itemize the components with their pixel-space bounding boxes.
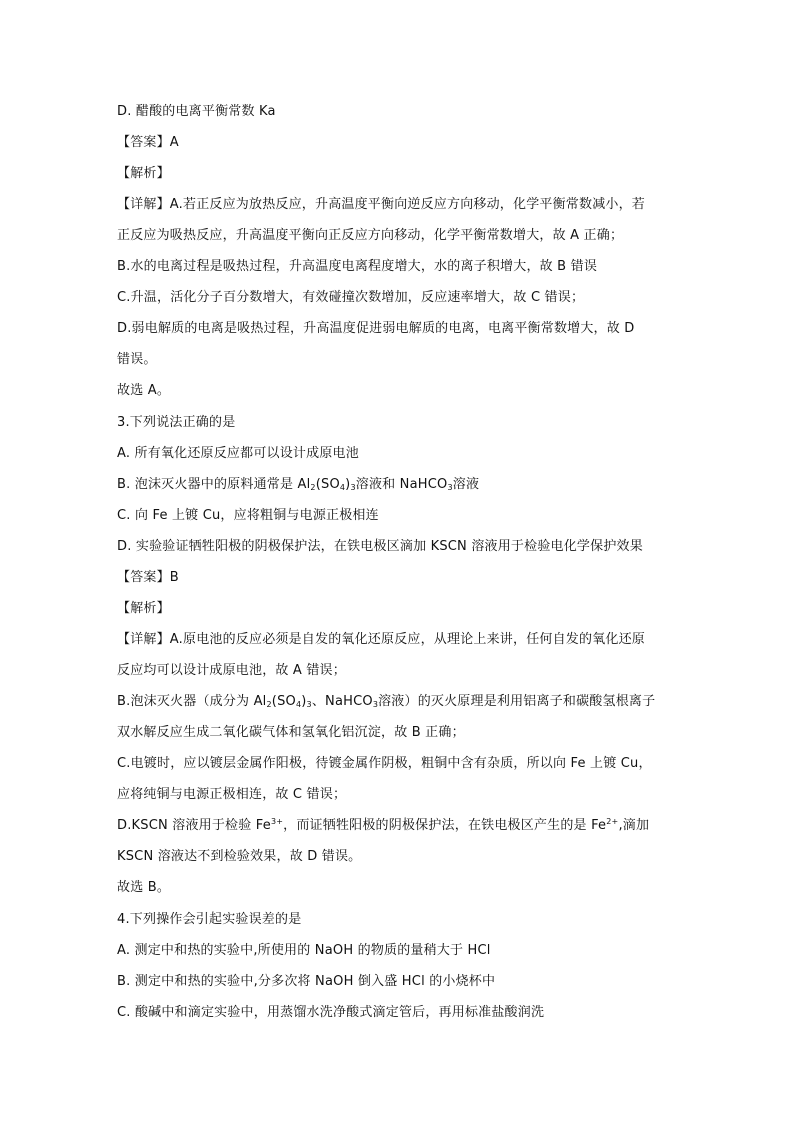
q2-detail-d-line1: D.弱电解质的电离是吸热过程，升高温度促进弱电解质的电离，电离平衡常数增大，故 D	[117, 321, 635, 336]
q3-stem: 3.下列说法正确的是	[117, 415, 236, 430]
q3-detail-c-line2: 应将纯铜与电源正极相连，故 C 错误；	[117, 787, 347, 802]
q3-detail-d-line1: D.KSCN 溶液用于检验 $Fe^{3+}$，而证牺牲阳极的阴极保护法，在铁电极区产生的是 $Fe^{2+}$,滴加	[117, 817, 650, 833]
q3-option-d: D. 实验验证牺牲阳极的阴极保护法，在铁电极区滴加 KSCN 溶液用于检验电化学保护效果	[117, 539, 643, 554]
q4-stem: 4.下列操作会引起实验误差的是	[117, 912, 302, 927]
q3-option-b: B. 泡沫灭火器中的原料通常是 $Al_2(SO_4)_3$溶液和 NaHCO$_3$溶液	[117, 477, 480, 492]
q4-option-b: B. 测定中和热的实验中,分多次将 NaOH 倒入盛 HCl 的小烧杯中	[117, 974, 496, 989]
q2-analysis-heading: 【解析】	[117, 166, 170, 181]
q2-detail-line1: 【详解】A.若正反应为放热反应，升高温度平衡向逆反应方向移动，化学平衡常数减小，若	[117, 197, 645, 212]
q3-analysis-heading: 【解析】	[117, 601, 170, 616]
q2-detail-line2: 正反应为吸热反应，升高温度平衡向正反应方向移动，化学平衡常数增大，故 A 正确；	[117, 228, 624, 243]
q2-detail-d-line2: 错误。	[117, 352, 157, 367]
q2-answer: 【答案】A	[117, 135, 179, 150]
q2-detail-b: B.水的电离过程是吸热过程，升高温度电离程度增大，水的离子积增大，故 B 错误	[117, 259, 598, 274]
q3-detail-a-line2: 反应均可以设计成原电池，故 A 错误；	[117, 663, 346, 678]
q2-conclusion: 故选 A。	[117, 383, 171, 398]
q3-detail-c-line1: C.电镀时，应以镀层金属作阳极，待镀金属作阴极，粗铜中含有杂质，所以向 Fe 上镀 Cu，	[117, 756, 652, 771]
q3-detail-b-line2: 双水解反应生成二氧化碳气体和氢氧化铝沉淀，故 B 正确；	[117, 725, 465, 740]
q3-detail-a-line1: 【详解】A.原电池的反应必须是自发的氧化还原反应，从理论上来讲，任何自发的氧化还原	[117, 632, 645, 647]
q3-detail-d-line2: KSCN 溶液达不到检验效果，故 D 错误。	[117, 849, 362, 864]
q3-conclusion: 故选 B。	[117, 880, 171, 895]
q4-option-c: C. 酸碱中和滴定实验中，用蒸馏水洗净酸式滴定管后，再用标准盐酸润洗	[117, 1005, 545, 1020]
q2-option-d: D. 醋酸的电离平衡常数 Ka	[117, 104, 276, 119]
q3-answer: 【答案】B	[117, 570, 179, 585]
q2-detail-c: C.升温，活化分子百分数增大，有效碰撞次数增加，反应速率增大，故 C 错误；	[117, 290, 585, 305]
q3-option-a: A. 所有氧化还原反应都可以设计成原电池	[117, 446, 359, 461]
q3-detail-b-line1: B.泡沫灭火器（成分为 $Al_2(SO_4)_3$、NaHCO$_3$溶液）的灭火原理是利用铝离子和碳酸氢根离子	[117, 694, 656, 709]
q3-option-c: C. 向 Fe 上镀 Cu，应将粗铜与电源正极相连	[117, 508, 379, 523]
q4-option-a: A. 测定中和热的实验中,所使用的 NaOH 的物质的量稍大于 HCl	[117, 943, 491, 958]
